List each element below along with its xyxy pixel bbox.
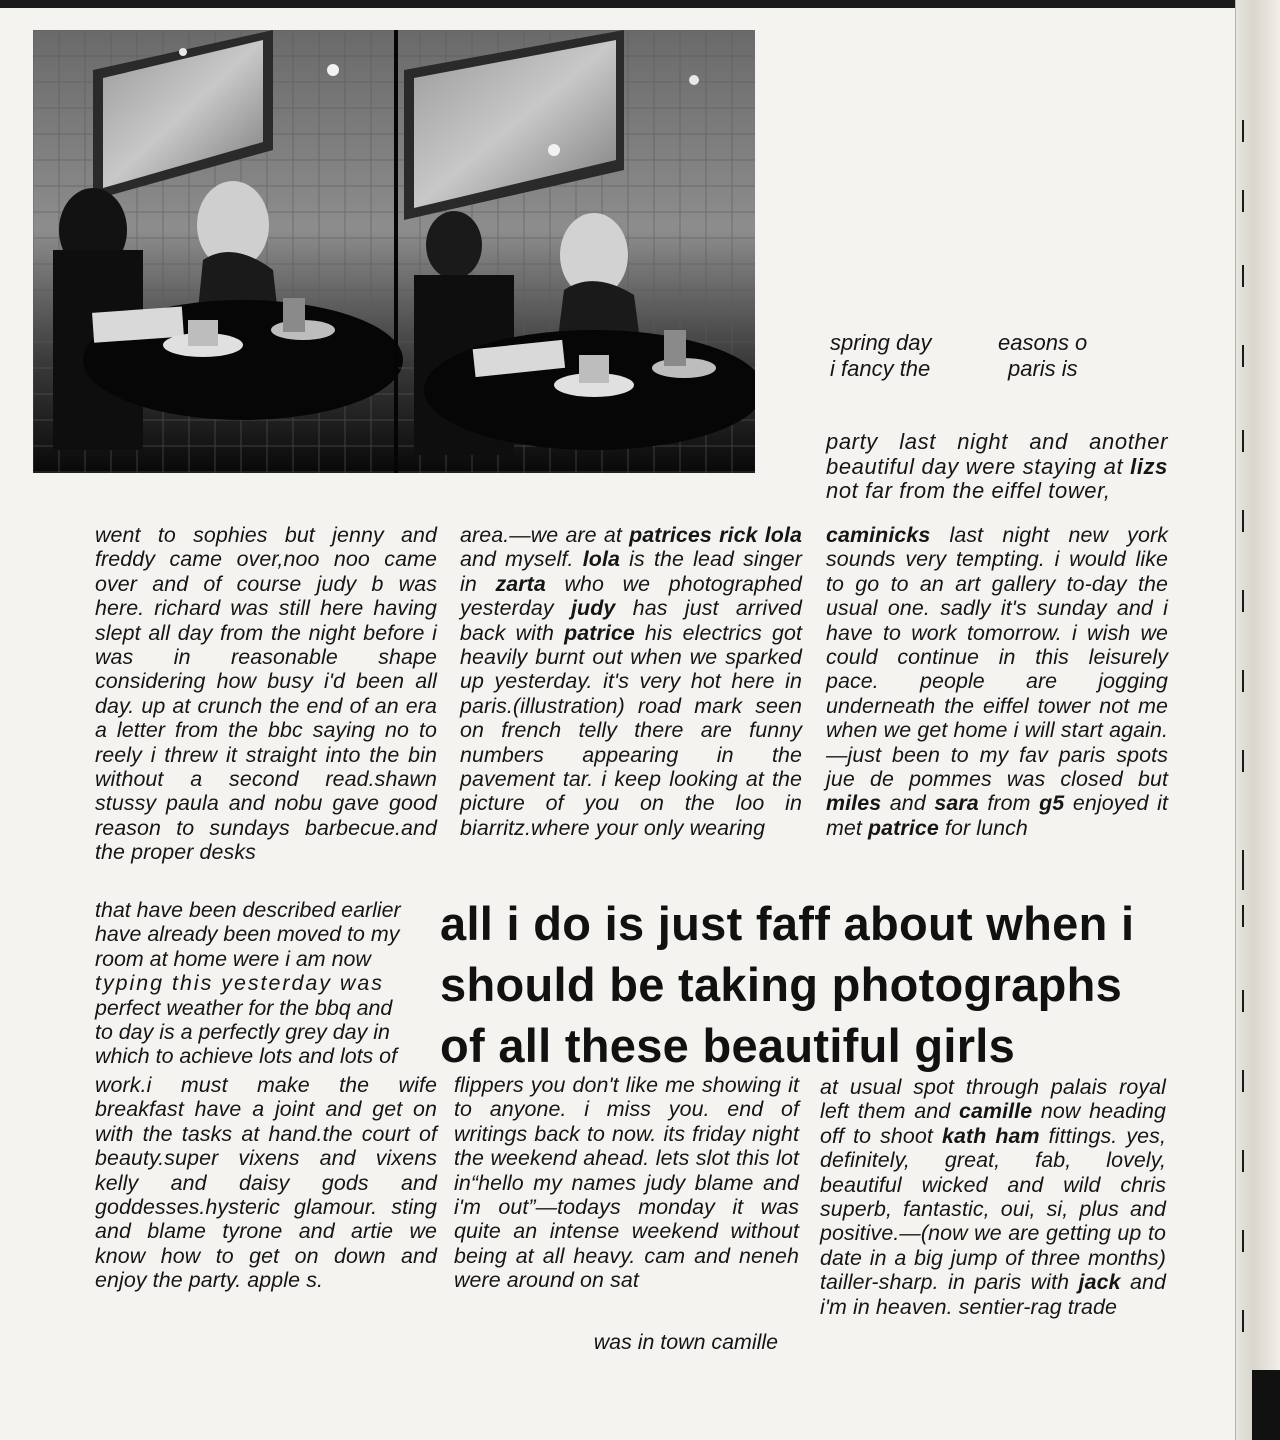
col3-text: from	[978, 791, 1040, 816]
edge-mark	[1242, 265, 1244, 287]
edge-mark	[1242, 670, 1244, 692]
col2-name: patrice	[564, 620, 635, 645]
col2-name: patrices rick lola	[629, 523, 802, 547]
col2-text: and myself.	[460, 547, 583, 572]
fragment-a-line2: i fancy the	[830, 356, 931, 381]
col2-text: has just arrived back with	[460, 596, 802, 645]
col3-name: sara	[934, 791, 979, 816]
column-1-wrap-lines	[95, 898, 437, 1069]
edge-mark	[1242, 120, 1244, 142]
col3b-text: fittings. yes, definitely, great, fab, lovely, beautiful wicked and wild chris superb, fantastic, oui, si, plus and positive.—(now we are getting up to date in a big jump of three months) tailler-sharp. in paris with	[820, 1123, 1166, 1295]
pull-quote-line: of all these beautiful girls	[440, 1019, 1016, 1072]
col3b-name: kath ham	[941, 1123, 1040, 1148]
col3-name: patrice	[868, 815, 939, 840]
column-2-top	[460, 523, 802, 840]
fragment-a	[830, 330, 932, 382]
column-1-top: went to sophies but jenny and freddy came over,noo noo came over and of course judy b was here. richard was still here having slept all day from the night before i was in reasonable shape considering how busy i'd been all day. up at crunch the end of an era a letter from the bbc saying no to reely i threw it straight into the bin without a second read.shawn stussy paula and nobu gave good reason to sundays barbecue.and the proper desks	[95, 523, 437, 865]
intro-name: lizs	[1130, 453, 1168, 479]
wrap-line: to day is a perfectly grey day in	[95, 1020, 390, 1045]
col3-name: caminicks	[826, 523, 931, 547]
wrap-line: typing this yesterday was	[95, 971, 384, 996]
wrap-line: that have been described earlier	[95, 898, 401, 922]
pull-quote	[440, 893, 1180, 1076]
wrap-line: perfect weather for the bbq and	[95, 995, 393, 1020]
col2-name: zarta	[495, 571, 546, 596]
column-2-bottom: flippers you don't like me showing it to anyone. i miss you. end of writings back to now. its friday night the weekend ahead. lets slot this lot in“hello my names judy blame and i'm out”—todays monday it was quite an intense weekend without being at all heavy. cam and neneh were around on sat	[454, 1073, 799, 1293]
edge-mark	[1242, 850, 1244, 890]
wrap-line: room at home were i am now	[95, 946, 371, 971]
page-edge	[1235, 0, 1280, 1440]
cafe-photograph	[33, 30, 755, 473]
col3b-text: at usual spot through palais royal left them and	[820, 1075, 1166, 1124]
edge-mark	[1242, 430, 1244, 452]
edge-mark	[1242, 750, 1244, 772]
pull-quote-line: should be taking photographs	[440, 958, 1123, 1011]
intro-text: not far from the eiffel tower,	[826, 478, 1111, 503]
edge-mark	[1242, 1310, 1244, 1332]
edge-mark	[1242, 905, 1244, 927]
fragment-b-line1: easons o	[998, 330, 1088, 355]
col3-text: enjoyed it met	[826, 791, 1168, 840]
fragment-b	[998, 330, 1087, 382]
top-edge-band	[0, 0, 1280, 8]
fragment-b-line2: paris is	[1008, 356, 1078, 381]
col2-text: is the lead singer in	[460, 547, 802, 596]
edge-mark	[1242, 590, 1244, 612]
intro-paragraph	[826, 430, 1168, 504]
col3-text: last night new york sounds very tempting. i would like to go to an art gallery to-day the usual one. sadly it's sunday and i have to work tomorrow. i wish we could continue in this leisurely pace. people are jogging underneath the eiffel tower not me when we get home i will start again.—just been to my fav paris spots jue de pommes was closed but	[826, 523, 1168, 792]
wrap-line: which to achieve lots and lots of	[95, 1044, 398, 1069]
edge-mark	[1242, 1070, 1244, 1092]
wrap-line: have already been moved to my	[95, 922, 400, 947]
col3b-text: and i'm in heaven. sentier-rag trade	[820, 1270, 1166, 1319]
col3b-text: now heading off to shoot	[820, 1099, 1166, 1148]
col2-text: area.—we are at	[460, 523, 630, 547]
pull-quote-line: all i do is just faff about when i	[440, 897, 1135, 950]
fragment-a-line1: spring day	[830, 330, 932, 355]
col2-text: who we photographed yesterday	[460, 571, 802, 621]
edge-mark	[1242, 1230, 1244, 1252]
edge-mark	[1242, 1150, 1244, 1172]
column-3-top	[826, 523, 1168, 840]
col3-name: miles	[826, 791, 882, 816]
col3b-name: camille	[958, 1099, 1033, 1124]
intro-text: party last night and another beautiful day were staying at	[826, 429, 1168, 479]
corner-shadow	[1252, 1370, 1280, 1440]
col2-name: lola	[582, 547, 620, 572]
edge-mark	[1242, 190, 1244, 212]
column-1-bottom: work.i must make the wife breakfast have a joint and get on with the tasks at hand.the court of beauty.super vixens and vixens kelly and daisy gods and goddesses.hysteric glamour. sting and blame tyrone and artie we know how to get on down and enjoy the party. apple s.	[95, 1073, 437, 1293]
col2-name: judy	[571, 596, 616, 621]
cafe-photo-image	[33, 30, 755, 473]
column-2-end-line: was in town camille	[593, 1330, 778, 1354]
column-3-bottom	[820, 1075, 1166, 1319]
col3-name: g5	[1039, 791, 1065, 816]
col3-text: for lunch	[938, 815, 1028, 840]
col3b-name: jack	[1078, 1270, 1121, 1295]
col2-text: his electrics got heavily burnt out when we sparked up yesterday. it's very hot here in paris.(illustration) road mark seen on french telly there are funny numbers appearing in the pavement tar. i keep looking at the picture of you on the loo in biarritz.where your only wearing	[460, 620, 802, 840]
edge-mark	[1242, 345, 1244, 367]
edge-mark	[1242, 510, 1244, 532]
col3-text: and	[881, 791, 935, 816]
edge-mark	[1242, 990, 1244, 1012]
